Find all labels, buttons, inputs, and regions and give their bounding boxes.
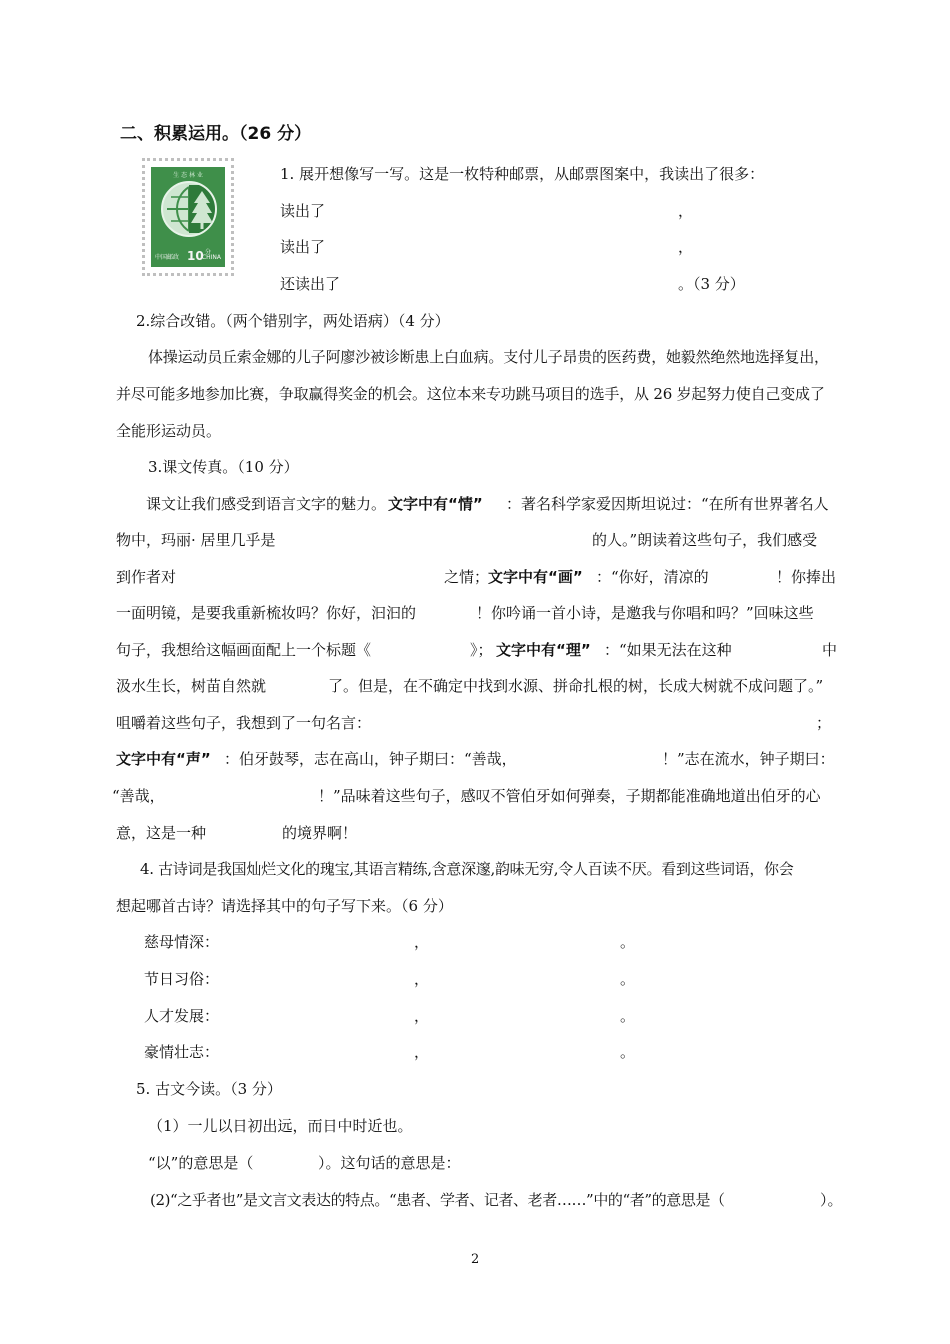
globe-tree-icon <box>161 181 217 237</box>
q3-heading-reason: 文字中有“理” <box>496 641 591 659</box>
q1-line2-label: 读出了 <box>280 238 326 256</box>
q3-l3-d: ：“你好，清凉的 <box>596 568 709 586</box>
q4-line1: 4. 古诗词是我国灿烂文化的瑰宝,其语言精练,含意深邃,韵味无穷,令人百读不厌。看到这些词语，你会 <box>140 860 794 878</box>
q3-heading-sound: 文字中有“声” <box>116 750 211 768</box>
q5-s2-a: “以”的意思是（ <box>148 1154 254 1172</box>
q3-l1-a: 课文让我们感受到语言文字的魅力。 <box>146 495 387 513</box>
q2-line2: 并尽可能多地参加比赛，争取赢得奖金的机会。这位本来专功跳马项目的选手，从 26 岁起努力使自己变成了 <box>116 385 825 403</box>
q1-line2-end: ， <box>678 238 694 256</box>
q3-heading-emotion: 文字中有“情” <box>388 495 483 513</box>
q4-item-period: 。 <box>620 1043 636 1061</box>
q3-l4-a: 一面明镜，是要我重新梳妆吗？你好，汩汩的 <box>116 604 417 622</box>
q1-line1-end: ， <box>678 202 694 220</box>
q3-l8-b: ：伯牙鼓琴，志在高山，钟子期曰：“善哉， <box>224 750 517 768</box>
q1-line3-end: 。（3 分） <box>678 275 745 293</box>
q3-l3-b: 之情； <box>444 568 490 586</box>
stamp-country: 中国邮政 <box>155 254 180 261</box>
q1-line3-label: 还读出了 <box>280 275 341 293</box>
q5-s3-b: ）。 <box>820 1191 843 1209</box>
q3-l10-b: 的境界啊！ <box>282 824 358 842</box>
q4-item-label: 豪情壮志： <box>144 1043 220 1061</box>
stamp-country-en: CHINA <box>201 254 221 261</box>
q4-item-period: 。 <box>620 933 636 951</box>
q4-item-label: 节日习俗： <box>144 970 220 988</box>
q5-title: 5. 古文今读。（3 分） <box>136 1080 282 1098</box>
q3-l10-a: 意，这是一种 <box>116 824 207 842</box>
q3-l5-e: 中 <box>822 641 838 659</box>
q4-item-comma: ， <box>414 933 430 951</box>
q4-item-period: 。 <box>620 970 636 988</box>
q3-l4-b: ！你吟诵一首小诗，是邀我与你唱和吗？”回味这些 <box>476 604 814 622</box>
q3-l6-a: 汲水生长，树苗自然就 <box>116 677 267 695</box>
q4-item-comma: ， <box>414 1043 430 1061</box>
q3-l2-b: 的人。”朗读着这些句子，我们感受 <box>592 531 818 549</box>
q4-item-period: 。 <box>620 1007 636 1025</box>
q3-l3-e: ！你捧出 <box>776 568 837 586</box>
q2-title: 2.综合改错。（两个错别字，两处语病）（4 分） <box>136 312 450 330</box>
q3-l5-a: 句子，我想给这幅画面配上一个标题《 <box>116 641 372 659</box>
q4-item-label: 人才发展： <box>144 1007 220 1025</box>
q3-l7-b: ； <box>816 714 832 732</box>
stamp-denomination: 10 <box>187 249 204 263</box>
stamp-top-text: 生 态 林 业 <box>173 172 203 179</box>
q3-l2-a: 物中，玛丽· 居里几乎是 <box>116 531 276 549</box>
q3-l5-b: 》； <box>470 641 493 659</box>
q3-l8-c: ！”志在流水，钟子期曰： <box>662 750 835 768</box>
q5-s3-a: (2)“之乎者也”是文言文表达的特点。“患者、学者、记者、老者……”中的“者”的意思是（ <box>150 1191 725 1209</box>
stamp-image <box>142 158 234 276</box>
stamp-face <box>151 167 225 267</box>
q3-l9-a: “善哉， <box>112 787 165 805</box>
q3-l1-c: ：著名科学家爱因斯坦说过：“在所有世界著名人 <box>506 495 829 513</box>
stamp-denomination-unit: 分 <box>205 249 212 256</box>
q3-l9-b: ！”品味着这些句子，感叹不管伯牙如何弹奏，子期都能准确地道出伯牙的心 <box>318 787 821 805</box>
q1-line1-label: 读出了 <box>280 202 326 220</box>
q1-prompt: 1. 展开想像写一写。这是一枚特种邮票，从邮票图案中，我读出了很多： <box>280 165 765 183</box>
q3-title: 3.课文传真。（10 分） <box>148 458 299 476</box>
section-title: 二、积累运用。（26 分） <box>120 124 312 144</box>
q2-line1: 体操运动员丘索金娜的儿子阿廖沙被诊断患上白血病。支付儿子昂贵的医药费，她毅然绝然地选择复出， <box>148 348 829 366</box>
stamp-bottom <box>155 249 221 263</box>
q5-s1: （1）一儿以日初出远，而日中时近也。 <box>148 1117 413 1135</box>
q5-s2-b: ）。这句话的意思是： <box>318 1154 461 1172</box>
q3-heading-picture: 文字中有“画” <box>488 568 583 586</box>
q4-item-comma: ， <box>414 1007 430 1025</box>
q2-line3: 全能形运动员。 <box>116 422 222 440</box>
q3-l3-a: 到作者对 <box>116 568 177 586</box>
q3-l5-d: ：“如果无法在这种 <box>604 641 732 659</box>
q4-item-label: 慈母情深： <box>144 933 220 951</box>
page-number: 2 <box>471 1252 480 1267</box>
q4-line2: 想起哪首古诗？请选择其中的句子写下来。（6 分） <box>116 897 453 915</box>
q4-item-comma: ， <box>414 970 430 988</box>
q3-l6-b: 了。但是，在不确定中找到水源、拼命扎根的树，长成大树就不成问题了。” <box>328 677 824 695</box>
q3-l7-a: 咀嚼着这些句子，我想到了一句名言： <box>116 714 372 732</box>
